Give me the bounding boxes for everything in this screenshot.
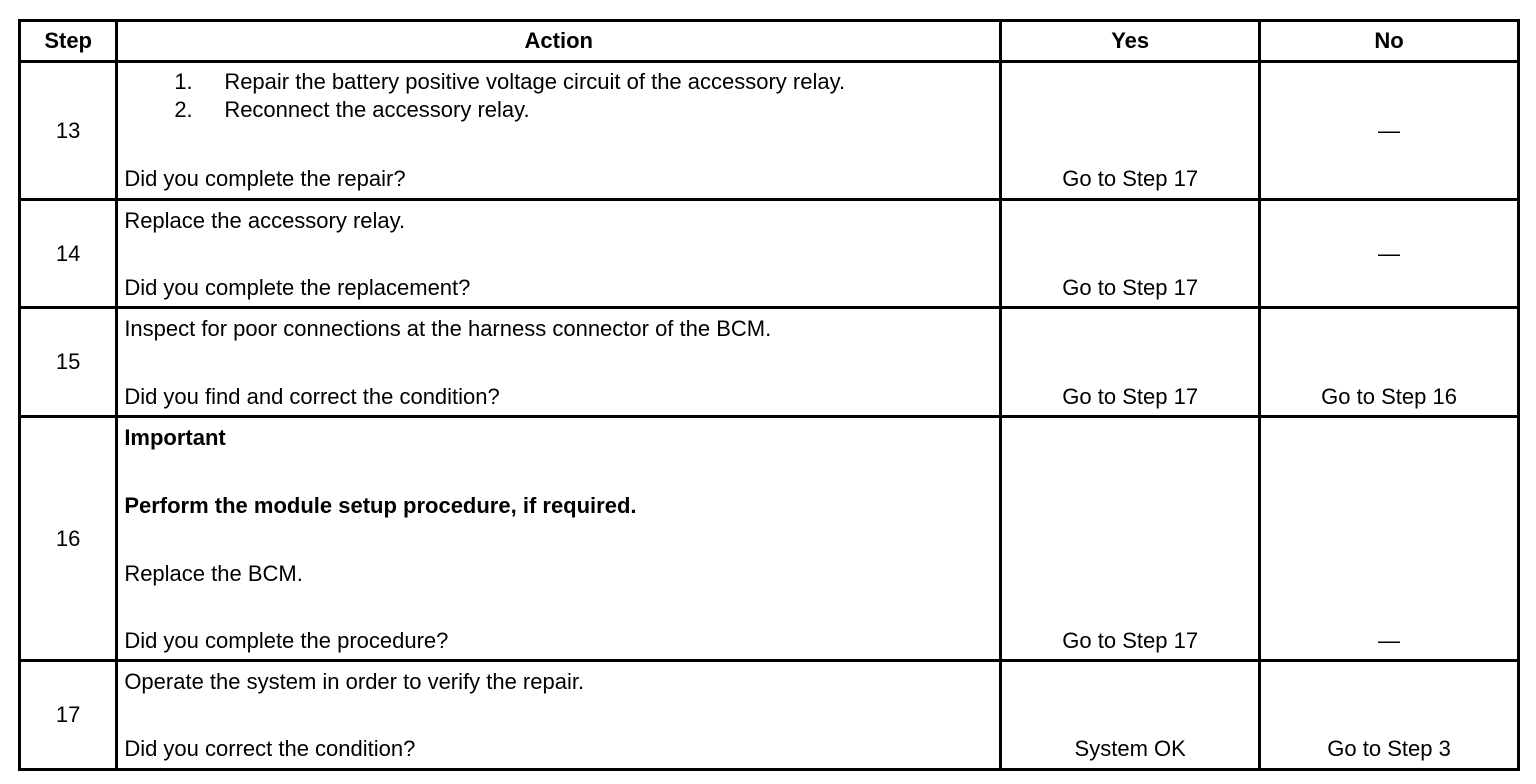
table-row <box>20 661 1519 770</box>
question-text: Did you complete the replacement? <box>124 275 471 300</box>
list-text: Repair the battery positive voltage circuit of the accessory relay. <box>224 69 846 94</box>
table-row <box>20 200 1519 308</box>
yes-result: System OK <box>1074 736 1186 761</box>
header-row <box>20 21 1519 62</box>
list-number: 1. <box>174 69 193 94</box>
yes-cell <box>1001 200 1260 308</box>
instruction-text: Inspect for poor connections at the harness connector of the BCM. <box>124 316 772 341</box>
important-note: Perform the module setup procedure, if required. <box>124 493 637 518</box>
list-item <box>174 69 845 95</box>
action-cell <box>117 661 1001 770</box>
yes-cell <box>1001 62 1260 200</box>
instruction-text: Replace the BCM. <box>124 561 303 586</box>
table-row <box>20 62 1519 200</box>
question-text: Did you find and correct the condition? <box>124 384 500 409</box>
action-cell <box>117 308 1001 417</box>
no-cell <box>1260 308 1519 417</box>
step-number: 15 <box>20 308 117 417</box>
yes-result: Go to Step 17 <box>1062 275 1199 300</box>
table-row <box>20 417 1519 661</box>
diagnostic-table <box>18 19 1520 771</box>
list-item <box>174 97 529 123</box>
header-step: Step <box>20 21 117 62</box>
header-action: Action <box>117 21 1001 62</box>
no-result: — <box>1378 241 1401 266</box>
no-cell <box>1260 62 1519 200</box>
action-cell <box>117 200 1001 308</box>
no-result: — <box>1378 118 1401 143</box>
action-cell <box>117 62 1001 200</box>
question-text: Did you complete the repair? <box>124 166 406 191</box>
yes-result: Go to Step 17 <box>1062 384 1199 409</box>
yes-result: Go to Step 17 <box>1062 166 1199 191</box>
step-number: 14 <box>20 200 117 308</box>
step-number: 17 <box>20 661 117 770</box>
no-cell <box>1260 200 1519 308</box>
question-text: Did you correct the condition? <box>124 736 416 761</box>
yes-cell <box>1001 417 1260 661</box>
no-result: Go to Step 3 <box>1327 736 1451 761</box>
yes-cell <box>1001 308 1260 417</box>
instruction-text: Replace the accessory relay. <box>124 208 406 233</box>
instruction-text: Operate the system in order to verify the repair. <box>124 669 585 694</box>
header-yes: Yes <box>1001 21 1260 62</box>
no-result: Go to Step 16 <box>1321 384 1457 409</box>
list-text: Reconnect the accessory relay. <box>224 97 530 122</box>
yes-cell <box>1001 661 1260 770</box>
step-number: 13 <box>20 62 117 200</box>
step-number: 16 <box>20 417 117 661</box>
header-no: No <box>1260 21 1519 62</box>
no-result: — <box>1378 628 1401 653</box>
no-cell <box>1260 417 1519 661</box>
list-number: 2. <box>174 97 193 122</box>
question-text: Did you complete the procedure? <box>124 628 449 653</box>
table-row <box>20 308 1519 417</box>
action-cell <box>117 417 1001 661</box>
yes-result: Go to Step 17 <box>1062 628 1199 653</box>
important-label: Important <box>124 425 226 450</box>
no-cell <box>1260 661 1519 770</box>
